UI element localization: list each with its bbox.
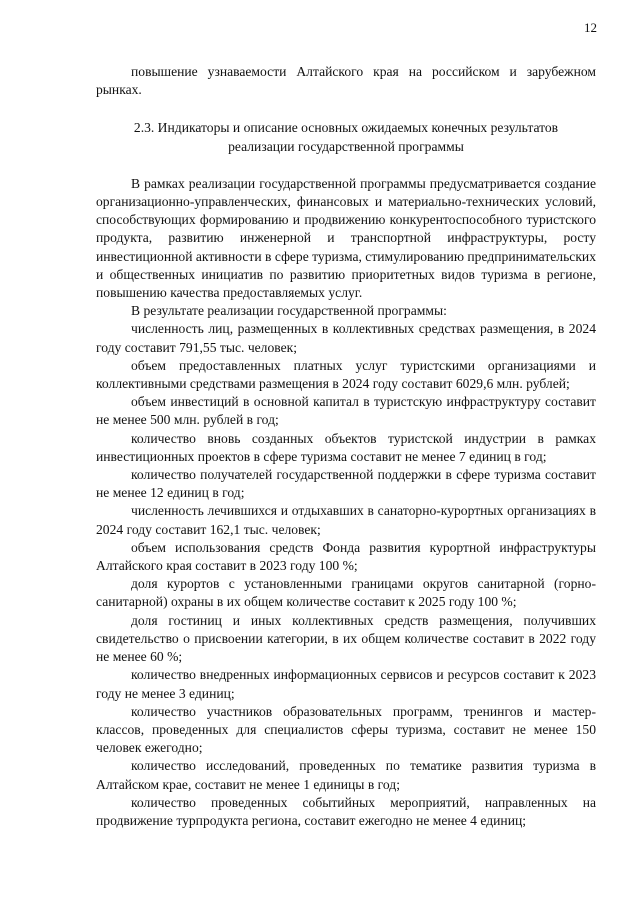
document-body [96, 63, 596, 830]
indicator-paid-services-volume: объем предоставленных платных услуг туристскими организациями и коллективными средствами размещения в 2024 году составит 6029,6 млн. рублей; [96, 357, 596, 392]
indicator-sanatorium-visitors: численность лечившихся и отдыхавших в санаторно-курортных организациях в 2024 году составит 162,1 тыс. человек; [96, 503, 596, 537]
intro-paragraph: повышение узнаваемости Алтайского края на российском и зарубежном рынках. [96, 64, 596, 98]
paragraph-results-intro: В результате реализации государственной программы: [131, 303, 447, 319]
indicator-information-services: количество внедренных информационных сервисов и ресурсов составит к 2023 году не менее 3 единиц; [96, 667, 596, 701]
section-heading-line-1: 2.3. Индикаторы и описание основных ожидаемых конечных результатов [133, 120, 559, 136]
paragraph-program-goals: В рамках реализации государственной программы предусматривается создание организационно-управленческих, финансовых и материально-технических условий, способствующих формированию и продвижению конкурентоспособного туристского продукта, развитию инженерной и транспортной инфраструктуры, росту инвестиционной активности в сфере туризма, стимулированию предпринимательских и общественных инициатив по развитию приоритетных видов туризма в регионе, повышению качества предоставляемых услуг. [96, 175, 596, 301]
indicator-resort-boundaries-share: доля курортов с установленными границами округов санитарной (горно-санитарной) охраны в их общем количестве составит к 2025 году 100 %; [96, 576, 596, 610]
indicator-resort-fund-usage: объем использования средств Фонда развития курортной инфраструктуры Алтайского края составит в 2023 году 100 %; [96, 539, 596, 574]
indicator-hotel-category-share: доля гостиниц и иных коллективных средств размещения, получивших свидетельство о присвоении категории, в их общем количестве составит в 2022 году не менее 60 %; [96, 612, 596, 665]
indicator-investment-volume: объем инвестиций в основной капитал в туристскую инфраструктуру составит не менее 500 млн. рублей в год; [96, 394, 596, 428]
indicator-event-activities: количество проведенных событийных мероприятий, направленных на продвижение турпродукта региона, составит ежегодно не менее 4 единиц; [96, 794, 596, 828]
indicator-research-studies: количество исследований, проведенных по тематике развития туризма в Алтайском крае, составит не менее 1 единицы в год; [96, 758, 596, 792]
section-heading-line-2: реализации государственной программы [228, 138, 464, 154]
page-number: 12 [584, 20, 597, 35]
indicator-training-participants: количество участников образовательных программ, тренингов и мастер-классов, проведенных для специалистов сферы туризма, составит не менее 150 человек ежегодно; [96, 703, 596, 756]
section-heading [96, 119, 596, 155]
indicator-support-recipients: количество получателей государственной поддержки в сфере туризма составит не менее 12 единиц в год; [96, 467, 596, 501]
indicator-accommodated-persons: численность лиц, размещенных в коллективных средствах размещения, в 2024 году составит 791,55 тыс. человек; [96, 321, 596, 355]
indicator-new-tourism-objects: количество вновь созданных объектов туристской индустрии в рамках инвестиционных проектов в сфере туризма составит не менее 7 единиц в год; [96, 430, 596, 464]
